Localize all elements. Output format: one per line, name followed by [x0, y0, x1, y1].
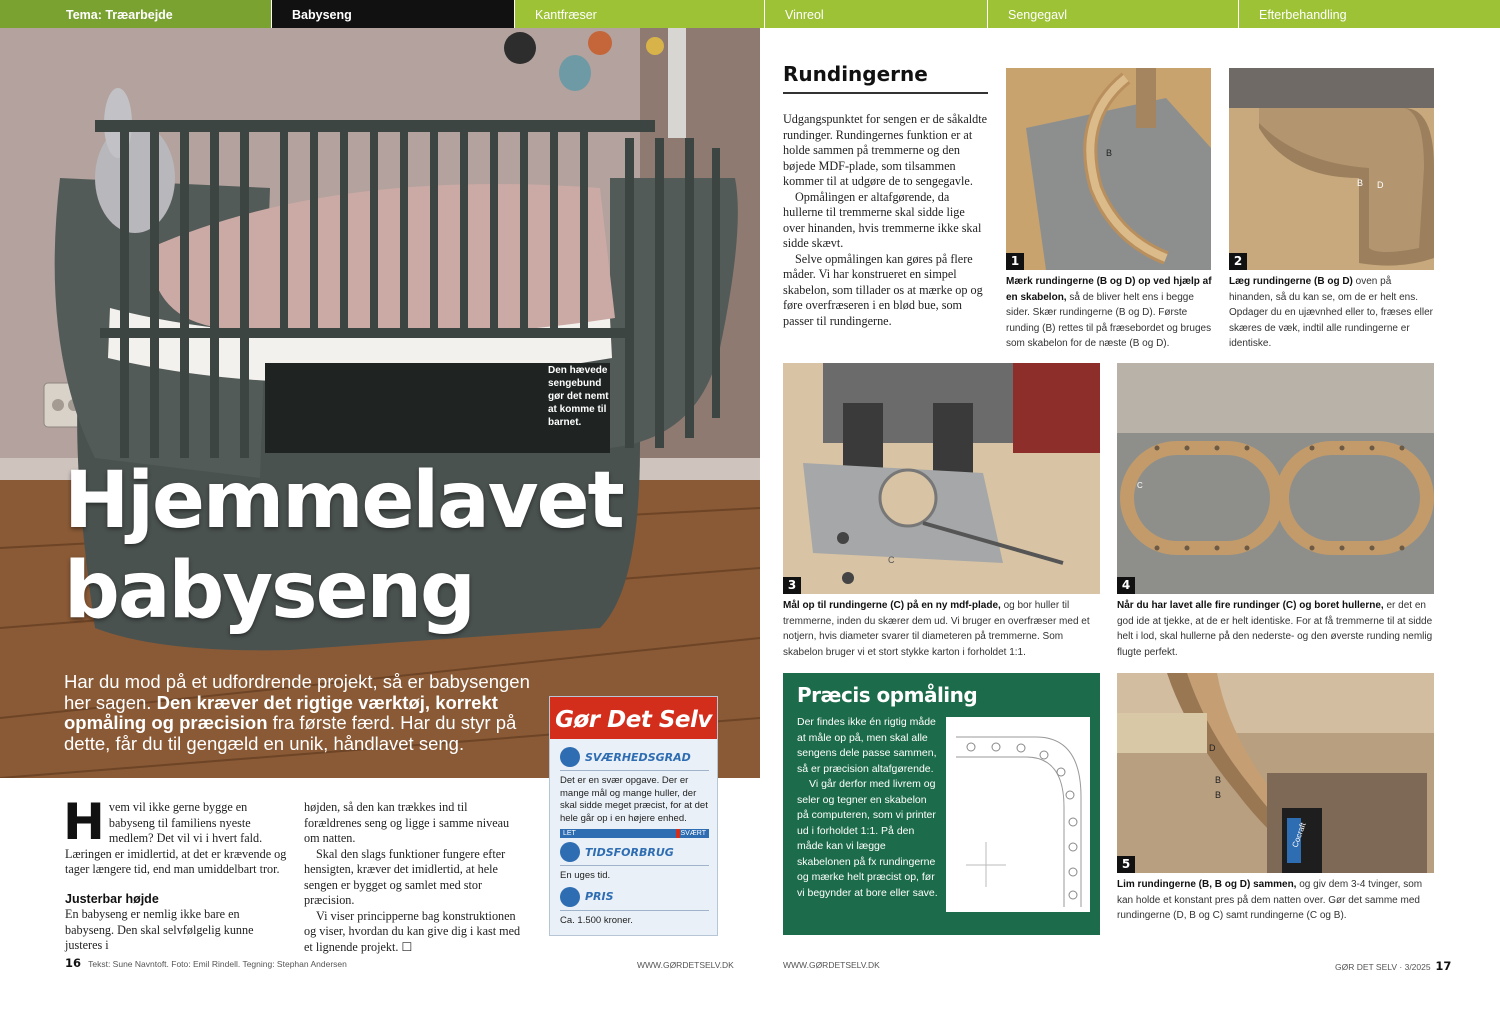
label-b: B [1106, 148, 1113, 158]
drop-cap: H [63, 793, 105, 851]
body-column-1 [63, 793, 287, 954]
page-number-right: 17 [1435, 959, 1452, 973]
precis-paragraph-2: Vi går derfor med livrem og seler og tegner en skabelon på computeren, som vi printer ud i forholdet 1:1. På den måde kan vi lægge skabelonen på fx rundingerne og mærke helt præcist op, før vi begynder at bore eller save. [797, 778, 938, 899]
issue-label: GØR DET SELV · 3/2025 [1335, 962, 1431, 972]
tab-theme[interactable]: Tema: Træarbejde [0, 0, 272, 28]
step-caption-5 [1117, 877, 1437, 924]
title-line-2: babyseng [64, 546, 474, 636]
price-text: Ca. 1.500 kroner. [560, 914, 633, 926]
step-5-text: og giv dem 3-4 tvinger, som kan holde et konstant pres på dem natten over. Gør det samme med rundingerne (D, B og C) samt rundingerne (C og B). [1117, 879, 1423, 921]
tab-sengegavl[interactable]: Sengegavl [988, 0, 1239, 28]
step-4-bold: Når du har lavet alle fire rundinger (C) og boret hullerne, [1117, 600, 1384, 611]
tab-babyseng[interactable]: Babyseng [272, 0, 515, 28]
label-c: C [1137, 481, 1143, 490]
step-3-bold: Mål op til rundingerne (C) på en ny mdf-plade, [783, 600, 1001, 611]
body-paragraph-3: højden, så den kan trækkes ind til forældrenes seng og ligge i samme niveau om natten. [304, 800, 510, 845]
step-photo-2 [1229, 68, 1434, 270]
step-1-text: så de bliver helt ens i begge sider. Skær rundingerne (B og D). Første runding (B) rettes til på fræsebordet og bruges som skabelon for de næste (B og D). [1006, 291, 1212, 349]
step-photo-1 [1006, 68, 1211, 270]
body-column-2 [304, 800, 526, 955]
subheading: Justerbar højde [65, 891, 159, 906]
step-4-text: er det en god ide at tjekke, at de er helt identiske. For at få tremmerne til at sidde helt i lod, skal hullerne på den nederste- og den øverste runding nemlig flugte perfekt. [1117, 600, 1433, 658]
label-d: D [1377, 180, 1384, 190]
step-3-text: og bor huller til tremmerne, inden du skærer dem ud. Vi bruger en overfræser med et notjern, hvis diameter svarer til diameteren på tremmerne. Som skabelon bruger vi et stort stykke karton i forholdet 1:1. [783, 600, 1090, 658]
hero-photo [0, 28, 760, 778]
crib-illustration [0, 28, 760, 778]
rund-paragraph-1: Udgangspunktet for sengen er de såkaldte rundinger. Rundingernes funktion er at holde sammen på tremmerne og den bøjede MDF-plade, som tilsammen kommer til at udgøre de to sengegavle. [783, 112, 988, 188]
step-number-1: 1 [1006, 253, 1024, 270]
time-text: En uges tid. [560, 870, 611, 881]
body-paragraph-1: vem vil ikke gerne bygge en babyseng til familiens nyeste medlem? Det vil vi i hvert fald. Læringen er imidlertid, at det er krævende og tager længere tid, end man umiddelbart tror. [65, 800, 287, 876]
section-title-rundingerne: Rundingerne [783, 62, 988, 94]
difficulty-scale [560, 829, 709, 838]
step-1-bold: Mærk rundingerne (B og D) op ved hjælp af en skabelon, [1006, 276, 1212, 303]
difficulty-text: Det er en svær opgave. Der er mange mål og mange huller, der skal sidde meget præcist, for at det hele går op i en højere enhed. [560, 775, 708, 824]
body-paragraph-5: Vi viser principperne bag konstruktionen og viser, hvordan du kan give dig i kast med et lignende projekt. ☐ [304, 908, 521, 954]
step-2-bold: Læg rundingerne (B og D) [1229, 276, 1353, 287]
coins-icon [560, 887, 580, 907]
footer-right [1335, 959, 1451, 973]
step-2-text: oven på hinanden, så du kan se, om de er helt ens. Opdager du en ujævnhed eller to, fræses eller skæres de væk, indtil alle rundingerne er identiske. [1229, 276, 1434, 349]
label-b2: B [1215, 790, 1222, 800]
clock-icon [560, 842, 580, 862]
time-title: TIDSFORBRUG [585, 845, 674, 859]
project-info-box [549, 696, 718, 936]
tab-kantfraeser[interactable]: Kantfræser [515, 0, 765, 28]
precis-opmaaling-box [783, 673, 1100, 935]
footer-url-left[interactable]: WWW.GØRDETSELV.DK [637, 960, 734, 970]
step-number-2: 2 [1229, 253, 1247, 270]
step-caption-4 [1117, 598, 1437, 660]
tab-vinreol[interactable]: Vinreol [765, 0, 988, 28]
step-5-bold: Lim rundingerne (B, B og D) sammen, [1117, 879, 1297, 890]
step-photo-5 [1117, 673, 1434, 873]
tab-efterbehandling[interactable]: Efterbehandling [1239, 0, 1500, 28]
price-title: PRIS [585, 890, 614, 903]
hero-photo-caption: Den hævede sengebund gør det nemt at komme til barnet. [548, 365, 609, 428]
step-number-5: 5 [1117, 856, 1135, 873]
label-b: B [1357, 178, 1364, 188]
scale-high-label: SVÆRT [680, 829, 709, 838]
rund-paragraph-3: Selve opmålingen kan gøres på flere måder. Vi har konstrueret en simpel skabelon, som tillader os at mærke op og føre overfræseren i en blød bue, som passer til rundingerne. [783, 251, 983, 328]
label-d: D [1209, 743, 1216, 753]
label-b1: B [1215, 775, 1222, 785]
step-photo-4 [1117, 363, 1434, 594]
article-title [64, 456, 664, 636]
precis-text [797, 715, 939, 901]
precis-paragraph-1: Der findes ikke én rigtig måde at måle op på, men skal alle sengens dele passe sammen, så er præcision altafgørende. [797, 716, 937, 775]
template-drawing [946, 717, 1090, 912]
precis-title: Præcis opmåling [797, 683, 978, 707]
lead-text-1: Har du mod på et udfordrende projekt, så er babysengen her sagen. [64, 671, 530, 713]
scale-low-label: LET [560, 829, 676, 838]
credits: Tekst: Sune Navntoft. Foto: Emil Rindell. Tegning: Stephan Andersen [88, 959, 347, 969]
step-number-4: 4 [1117, 577, 1135, 594]
lead-bold: Den kræver det rigtige værktøj, korrekt opmåling og præcision [64, 691, 498, 733]
difficulty-icon [560, 747, 580, 767]
step-caption-2 [1229, 274, 1437, 352]
rundingerne-text [783, 112, 988, 329]
section-nav [0, 0, 1500, 28]
difficulty-title: SVÆRHEDSGRAD [585, 750, 691, 764]
footer-left [65, 956, 347, 970]
page-number-left: 16 [65, 956, 82, 970]
lead-text-2: fra første færd. Har du styr på dette, får du til gengæld en unik, håndlavet seng. [64, 712, 517, 754]
footer-url-right[interactable]: WWW.GØRDETSELV.DK [783, 960, 880, 970]
article-lead [64, 672, 534, 754]
clamp-brand: Cocraft [1290, 821, 1308, 849]
step-caption-3 [783, 598, 1103, 660]
body-paragraph-4: Skal den slags funktioner fungere efter hensigten, kræver det imidlertid, at hele sengen er bygget og samlet med stor præcision. [304, 846, 506, 907]
label-c: C [888, 555, 895, 565]
body-paragraph-2: En babyseng er nemlig ikke bare en babyseng. Den skal selvfølgelig kunne justeres i [65, 907, 254, 952]
step-photo-3 [783, 363, 1100, 594]
title-line-1: Hjemmelavet [64, 456, 623, 546]
step-caption-1 [1006, 274, 1214, 352]
step-number-3: 3 [783, 577, 801, 594]
brand-logo: Gør Det Selv [550, 697, 717, 739]
rund-paragraph-2: Opmålingen er altafgørende, da hullerne til tremmerne skal sidde lige over hinanden, hvis tremmerne ikke skal sidde skævt. [783, 189, 982, 250]
